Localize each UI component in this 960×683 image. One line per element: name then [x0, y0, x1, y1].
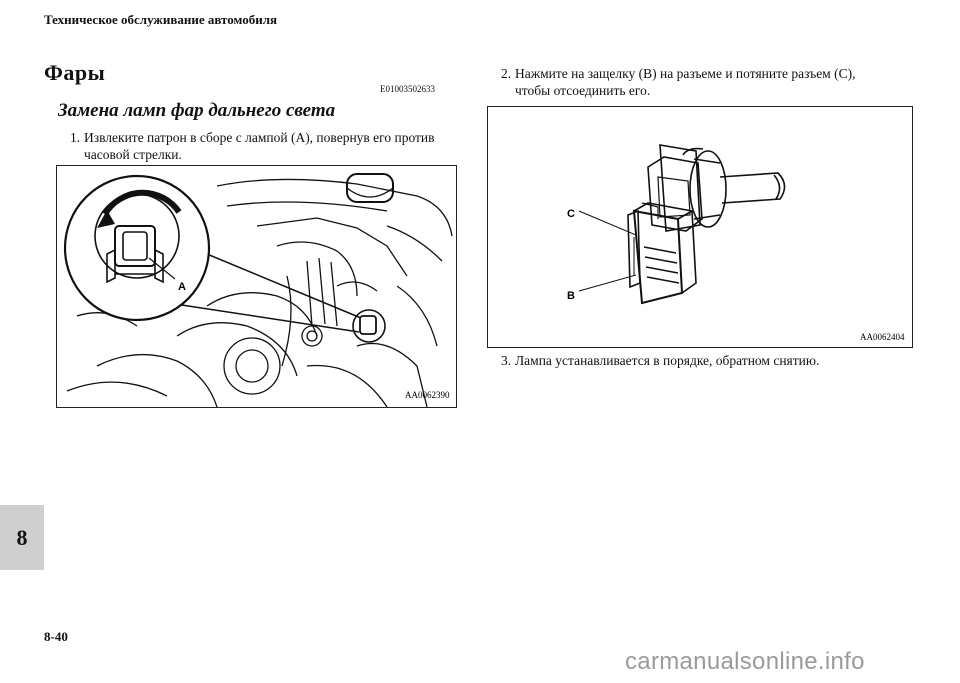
step-number: 2.	[501, 66, 512, 81]
label-a: A	[178, 281, 186, 293]
step-2	[501, 65, 911, 99]
engine-bay-illustration	[57, 166, 456, 407]
watermark: carmanualsonline.info	[625, 648, 865, 675]
step-text-line1: Лампа устанавливается в порядке, обратном снятию.	[515, 353, 820, 368]
subsection-title: Замена ламп фар дальнего света	[58, 100, 336, 121]
running-header: Техническое обслуживание автомобиля	[44, 12, 278, 27]
step-number: 1.	[70, 130, 81, 145]
section-title: Фары	[44, 60, 106, 85]
figure-code: AA0062404	[860, 332, 905, 342]
bulb-connector-illustration	[488, 107, 912, 347]
figure-code: AA0062390	[405, 390, 450, 400]
chapter-tab	[0, 505, 44, 570]
step-text-line1: Извлеките патрон в сборе с лампой (A), повернув его против	[84, 130, 435, 145]
section-code: E01003502633	[380, 84, 435, 94]
label-b: B	[567, 290, 575, 302]
page-number: 8-40	[44, 629, 68, 644]
step-3	[501, 352, 911, 369]
figure-headlamp-socket	[56, 165, 457, 408]
step-number: 3.	[501, 353, 512, 368]
step-text-line2: часовой стрелки.	[84, 147, 182, 162]
figure-connector	[487, 106, 913, 348]
step-1	[70, 129, 460, 163]
chapter-number: 8	[16, 524, 28, 550]
label-c: C	[567, 208, 575, 220]
step-text-line2: чтобы отсоединить его.	[515, 83, 651, 98]
step-text-line1: Нажмите на защелку (B) на разъеме и потяните разъем (C),	[515, 66, 856, 81]
